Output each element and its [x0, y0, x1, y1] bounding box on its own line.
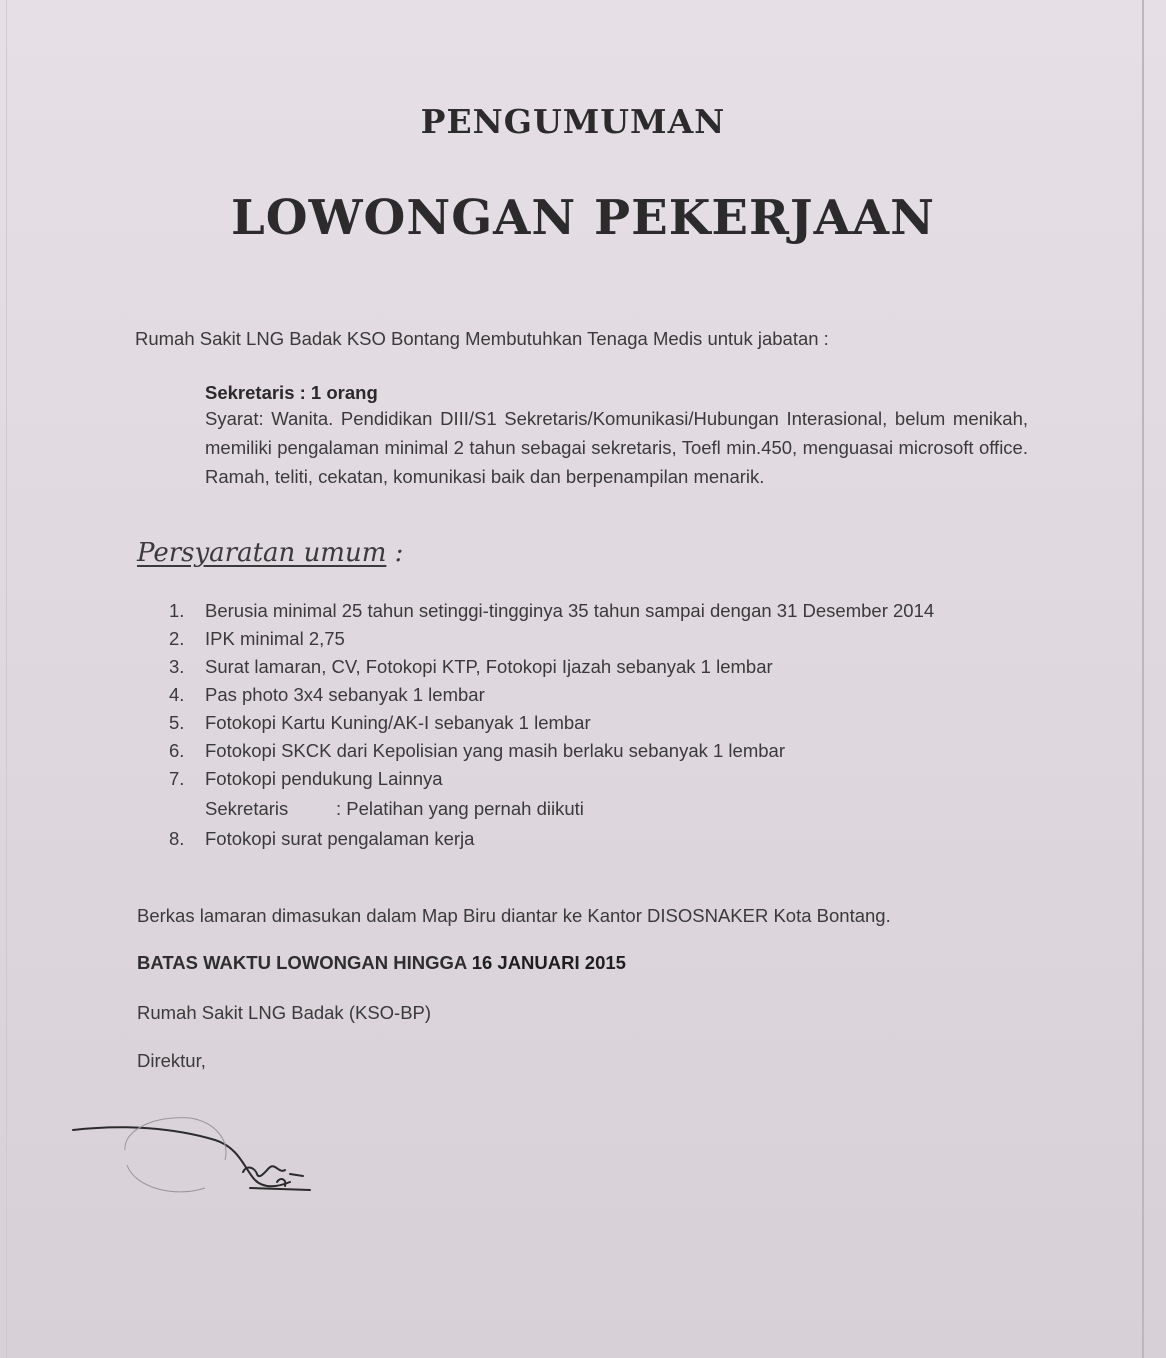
- list-item-number: 5.: [169, 712, 185, 733]
- sub-item-row: [162, 793, 1028, 825]
- signatory-title: Direktur,: [137, 1050, 206, 1071]
- list-item-number: 6.: [169, 740, 185, 761]
- job-vacancy-title: LOWONGAN PEKERJAAN: [231, 190, 935, 246]
- deadline-line: [137, 952, 626, 974]
- list-item-text: Surat lamaran, CV, Fotokopi KTP, Fotokopi Ijazah sebanyak 1 lembar: [205, 656, 773, 677]
- list-item-number: 4.: [169, 684, 185, 705]
- position-requirements: Syarat: Wanita. Pendidikan DIII/S1 Sekretaris/Komunikasi/Hubungan Interasional, belum menikah, memiliki pengalaman minimal 2 tahun sebagai sekretaris, Toefl min.450, menguasai microsoft office. Ramah, teliti, cekatan, komunikasi baik dan berpenampilan menarik.: [205, 408, 1028, 487]
- submission-instructions: Berkas lamaran dimasukan dalam Map Biru diantar ke Kantor DISOSNAKER Kota Bontang.: [137, 905, 891, 926]
- list-item-text: IPK minimal 2,75: [205, 628, 345, 649]
- list-item: [162, 765, 1028, 793]
- list-item-text: Pas photo 3x4 sebanyak 1 lembar: [205, 684, 485, 705]
- list-item-number: 8.: [169, 828, 185, 849]
- general-requirements-title-text: Persyaratan umum: [137, 538, 387, 568]
- list-item-text: Fotokopi Kartu Kuning/AK-I sebanyak 1 lembar: [205, 712, 591, 733]
- list-item: [162, 597, 1028, 625]
- list-item-text: Fotokopi pendukung Lainnya: [205, 768, 443, 789]
- announcement-heading: PENGUMUMAN: [420, 102, 726, 141]
- general-requirements-colon: :: [394, 538, 404, 568]
- list-item: [162, 709, 1028, 737]
- list-item-number: 2.: [169, 628, 185, 649]
- list-item-number: 1.: [169, 600, 185, 621]
- list-item: [162, 825, 1028, 853]
- sub-item-label: Sekretaris: [205, 798, 289, 819]
- general-requirements-title: [137, 538, 403, 568]
- sub-item-value: : Pelatihan yang pernah diikuti: [336, 798, 584, 819]
- list-item: [162, 681, 1028, 709]
- list-sub-item: [162, 793, 1028, 825]
- list-item-number: 7.: [169, 768, 185, 789]
- list-item-text: Berusia minimal 25 tahun setinggi-tingginya 35 tahun sampai dengan 31 Desember 2014: [205, 600, 935, 621]
- requirements-list: [162, 597, 1028, 853]
- position-title: Sekretaris : 1 orang: [205, 382, 378, 403]
- issuer-name: Rumah Sakit LNG Badak (KSO-BP): [137, 1002, 432, 1023]
- list-item-text: Fotokopi surat pengalaman kerja: [205, 828, 475, 849]
- deadline-date: 16 JANUARI 2015: [471, 952, 626, 973]
- list-item: [162, 625, 1028, 653]
- deadline-label: BATAS WAKTU LOWONGAN HINGGA: [137, 952, 467, 973]
- list-item-number: 3.: [169, 656, 185, 677]
- list-item: [162, 737, 1028, 765]
- signature-stamp: [65, 1110, 325, 1210]
- intro-text: Rumah Sakit LNG Badak KSO Bontang Membutuhkan Tenaga Medis untuk jabatan :: [135, 328, 829, 349]
- list-item: [162, 653, 1028, 681]
- list-item-text: Fotokopi SKCK dari Kepolisian yang masih berlaku sebanyak 1 lembar: [205, 740, 785, 761]
